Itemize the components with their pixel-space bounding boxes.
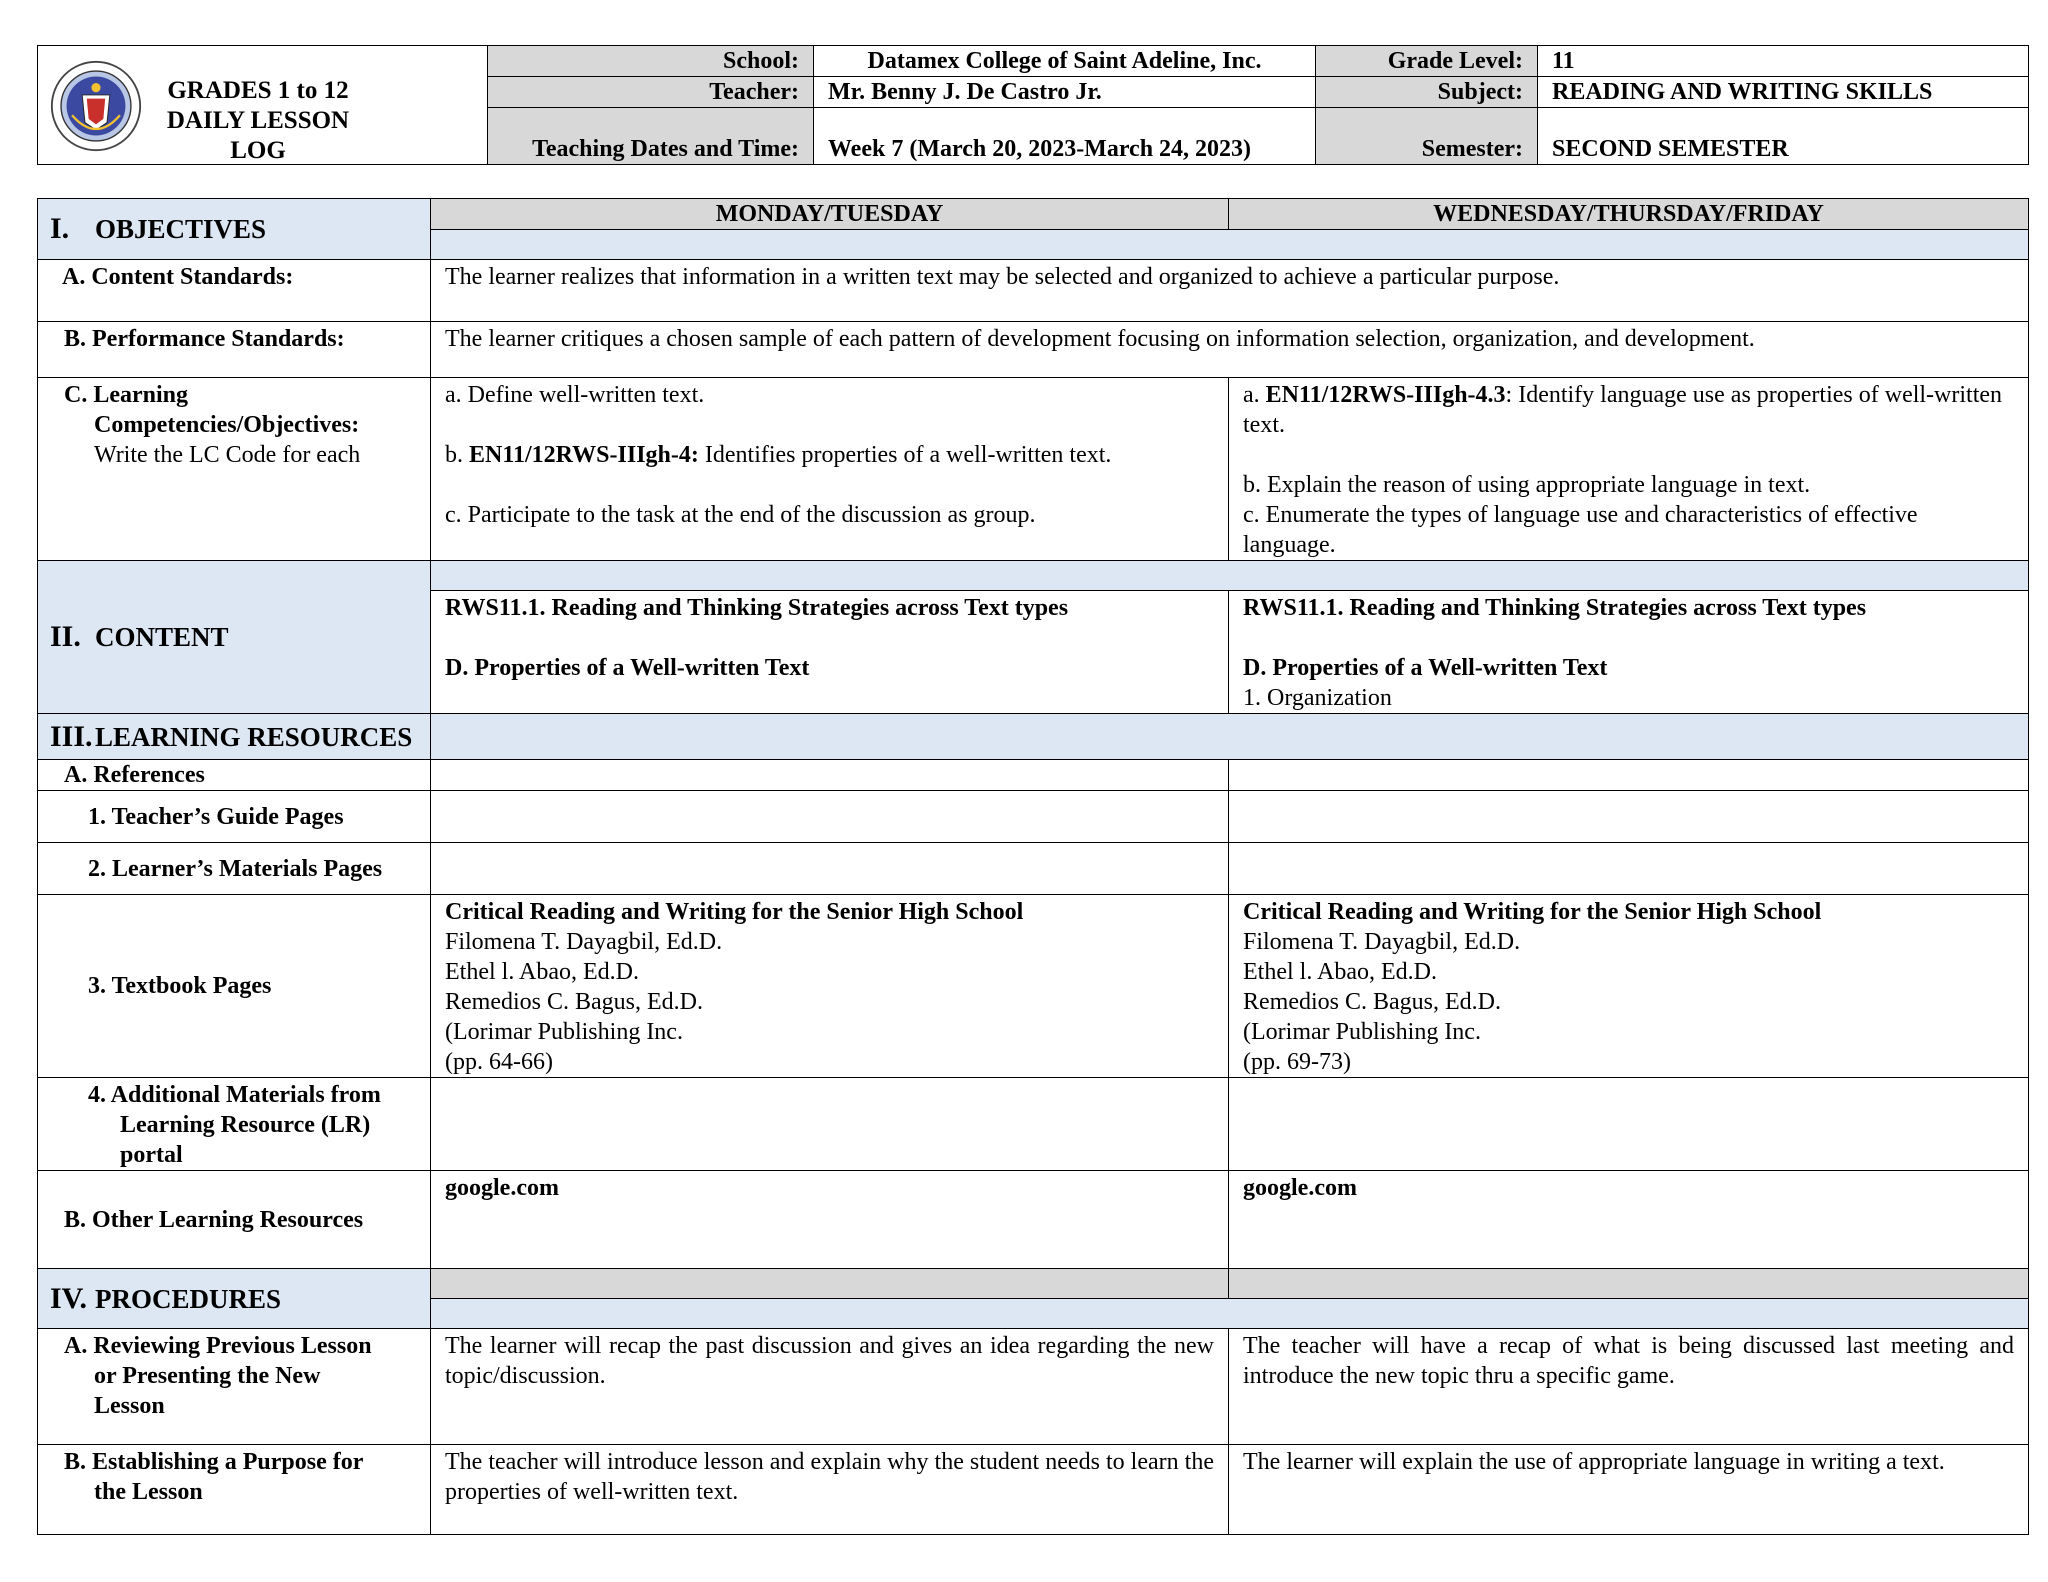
- objective-a-prefix: a.: [1243, 382, 1266, 408]
- textbook-publisher: (Lorimar Publishing Inc.: [1243, 1019, 1481, 1045]
- semester-value: SECOND SEMESTER: [1538, 108, 2029, 165]
- learning-competencies-label: [38, 378, 431, 561]
- teacher-value: Mr. Benny J. De Castro Jr.: [814, 77, 1316, 108]
- objective-b-text: Identifies properties of a well-written text.: [698, 442, 1112, 468]
- competencies-label-line-1: C. Learning: [64, 382, 189, 408]
- resources-band: [431, 714, 2029, 760]
- objective-c: c. Enumerate the types of language use and characteristics of effective language.: [1243, 502, 1918, 558]
- objective-a-text: : Identify language use as properties of well-written text.: [1243, 382, 2003, 438]
- deped-seal-icon: [50, 60, 142, 152]
- header-table: [37, 45, 2029, 165]
- section-numeral: I.: [50, 212, 70, 245]
- section-numeral: IV.: [50, 1281, 87, 1315]
- procedures-band: [431, 1299, 2029, 1329]
- performance-standards-text: The learner critiques a chosen sample of each pattern of development focusing on information selection, organization, and development.: [431, 322, 2029, 378]
- textbook-wednesday-friday: [1229, 895, 2029, 1078]
- reviewing-label-line-1: A. Reviewing Previous Lesson: [64, 1333, 372, 1359]
- section-procedures-heading: [38, 1269, 431, 1329]
- textbook-pages-label: 3. Textbook Pages: [38, 895, 431, 1078]
- section-title: CONTENT: [95, 622, 229, 652]
- teaching-dates-label: Teaching Dates and Time:: [488, 108, 814, 165]
- other-resources-label: B. Other Learning Resources: [38, 1171, 431, 1269]
- additional-materials-line-1: 4. Additional Materials from: [88, 1082, 381, 1108]
- semester-label: Semester:: [1316, 108, 1538, 165]
- learners-materials-monday-tuesday: [431, 843, 1229, 895]
- header-logo-cell: [38, 46, 488, 165]
- textbook-author-2: Ethel l. Abao, Ed.D.: [1243, 959, 1437, 985]
- objective-a: [1243, 380, 2014, 440]
- additional-materials-monday-tuesday: [431, 1078, 1229, 1171]
- objective-a-code: EN11/12RWS-IIIgh-4.3: [1265, 382, 1506, 408]
- reviewing-monday-tuesday: The learner will recap the past discussion and gives an idea regarding the new topic/discussion.: [431, 1329, 1229, 1445]
- daily-lesson-log-title: [158, 76, 358, 165]
- content-item: 1. Organization: [1243, 685, 1392, 711]
- other-resources-wednesday-friday: google.com: [1229, 1171, 2029, 1269]
- section-title: LEARNING RESOURCES: [95, 721, 413, 752]
- purpose-label-line-1: B. Establishing a Purpose for: [64, 1449, 364, 1475]
- textbook-author-1: Filomena T. Dayagbil, Ed.D.: [445, 929, 723, 955]
- content-band: [431, 561, 2029, 591]
- textbook-pages: (pp. 64-66): [445, 1049, 553, 1075]
- content-topic: RWS11.1. Reading and Thinking Strategies across Text types: [1243, 595, 1867, 621]
- title-line-3: LOG: [230, 137, 286, 164]
- objectives-band: [431, 230, 2029, 260]
- reviewing-wednesday-friday: The teacher will have a recap of what is being discussed last meeting and introduce the new topic thru a specific game.: [1229, 1329, 2029, 1445]
- references-label: A. References: [38, 760, 431, 791]
- title-line-2: DAILY LESSON: [166, 107, 350, 134]
- textbook-title: Critical Reading and Writing for the Senior High School: [445, 899, 1024, 925]
- objective-a: a. Define well-written text.: [445, 382, 705, 408]
- objective-b: b. Explain the reason of using appropriate language in text.: [1243, 472, 1811, 498]
- competencies-monday-tuesday: [431, 378, 1229, 561]
- textbook-author-1: Filomena T. Dayagbil, Ed.D.: [1243, 929, 1521, 955]
- section-objectives-heading: [38, 199, 431, 260]
- additional-materials-line-2: Learning Resource (LR): [120, 1112, 371, 1138]
- column-header-wednesday-friday: WEDNESDAY/THURSDAY/FRIDAY: [1229, 199, 2029, 230]
- competencies-label-line-2: Competencies/Objectives:: [94, 412, 360, 438]
- section-numeral: III.: [50, 719, 93, 753]
- competencies-note: Write the LC Code for each: [94, 442, 361, 468]
- reviewing-label-line-2: or Presenting the New: [94, 1363, 321, 1389]
- teaching-dates-value: Week 7 (March 20, 2023-March 24, 2023): [814, 108, 1316, 165]
- references-wednesday-friday: [1229, 760, 2029, 791]
- column-header-monday-tuesday: MONDAY/TUESDAY: [431, 199, 1229, 230]
- additional-materials-label: [38, 1078, 431, 1171]
- section-title: OBJECTIVES: [95, 214, 267, 244]
- textbook-monday-tuesday: [431, 895, 1229, 1078]
- textbook-author-2: Ethel l. Abao, Ed.D.: [445, 959, 639, 985]
- purpose-monday-tuesday: The teacher will introduce lesson and explain why the student needs to learn the properties of well-written text.: [431, 1445, 1229, 1535]
- competencies-wednesday-friday: [1229, 378, 2029, 561]
- procedures-gray-wednesday-friday: [1229, 1269, 2029, 1299]
- title-line-1: GRADES 1 to 12: [167, 77, 349, 104]
- objective-b: [445, 440, 1214, 470]
- content-monday-tuesday: [431, 591, 1229, 714]
- content-standards-label: A. Content Standards:: [38, 260, 431, 322]
- content-subtopic: D. Properties of a Well-written Text: [445, 655, 810, 681]
- textbook-pages: (pp. 69-73): [1243, 1049, 1351, 1075]
- lesson-log-table: [37, 198, 2029, 1535]
- reviewing-label-line-3: Lesson: [94, 1393, 165, 1419]
- teachers-guide-wednesday-friday: [1229, 791, 2029, 843]
- school-value: Datamex College of Saint Adeline, Inc.: [814, 46, 1316, 77]
- purpose-wednesday-friday: The learner will explain the use of appropriate language in writing a text.: [1229, 1445, 2029, 1535]
- section-title: PROCEDURES: [95, 1283, 282, 1314]
- section-learning-resources-heading: [38, 714, 431, 760]
- reviewing-lesson-label: [38, 1329, 431, 1445]
- learners-materials-label: 2. Learner’s Materials Pages: [38, 843, 431, 895]
- content-wednesday-friday: [1229, 591, 2029, 714]
- objective-c: c. Participate to the task at the end of the discussion as group.: [445, 502, 1036, 528]
- grade-level-value: 11: [1538, 46, 2029, 77]
- content-standards-text: The learner realizes that information in a written text may be selected and organized to achieve a particular purpose.: [431, 260, 2029, 322]
- subject-label: Subject:: [1316, 77, 1538, 108]
- teachers-guide-label: 1. Teacher’s Guide Pages: [38, 791, 431, 843]
- procedures-gray-monday-tuesday: [431, 1269, 1229, 1299]
- references-monday-tuesday: [431, 760, 1229, 791]
- textbook-title: Critical Reading and Writing for the Senior High School: [1243, 899, 1822, 925]
- textbook-author-3: Remedios C. Bagus, Ed.D.: [1243, 989, 1501, 1015]
- content-topic: RWS11.1. Reading and Thinking Strategies across Text types: [445, 595, 1069, 621]
- purpose-label-line-2: the Lesson: [94, 1479, 203, 1505]
- grade-level-label: Grade Level:: [1316, 46, 1538, 77]
- other-resources-monday-tuesday: google.com: [431, 1171, 1229, 1269]
- additional-materials-wednesday-friday: [1229, 1078, 2029, 1171]
- subject-value: READING AND WRITING SKILLS: [1538, 77, 2029, 108]
- section-content-heading: [38, 561, 431, 714]
- learners-materials-wednesday-friday: [1229, 843, 2029, 895]
- teacher-label: Teacher:: [488, 77, 814, 108]
- school-label: School:: [488, 46, 814, 77]
- establishing-purpose-label: [38, 1445, 431, 1535]
- textbook-author-3: Remedios C. Bagus, Ed.D.: [445, 989, 703, 1015]
- objective-b-code: EN11/12RWS-IIIgh-4:: [469, 442, 699, 468]
- additional-materials-line-3: portal: [120, 1142, 183, 1168]
- content-subtopic: D. Properties of a Well-written Text: [1243, 655, 1608, 681]
- section-numeral: II.: [50, 620, 81, 653]
- objective-b-prefix: b.: [445, 442, 469, 468]
- teachers-guide-monday-tuesday: [431, 791, 1229, 843]
- textbook-publisher: (Lorimar Publishing Inc.: [445, 1019, 683, 1045]
- performance-standards-label: B. Performance Standards:: [38, 322, 431, 378]
